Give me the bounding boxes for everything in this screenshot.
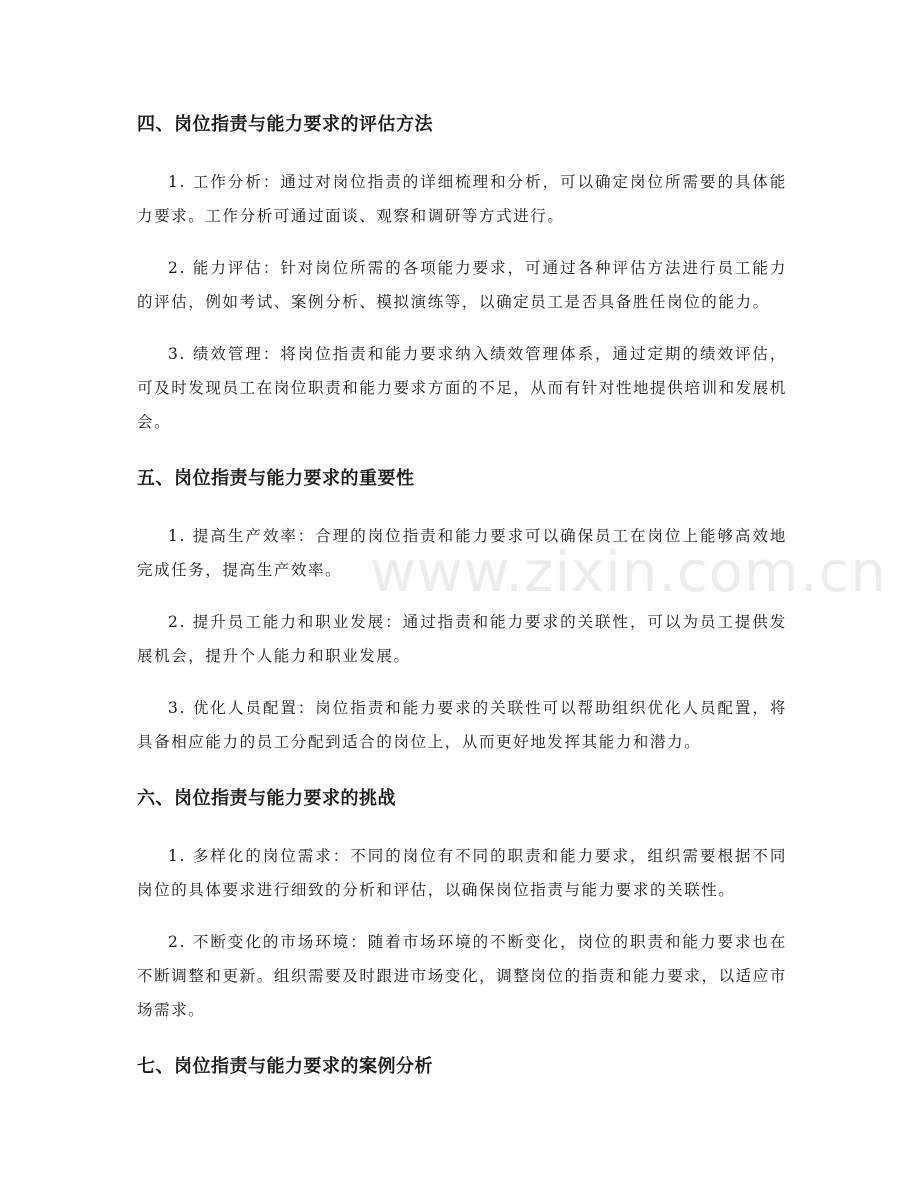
paragraph: 1. 工作分析：通过对岗位指责的详细梳理和分析，可以确定岗位所需要的具体能力要求。工作分析可通过面谈、观察和调研等方式进行。 <box>137 173 787 225</box>
document-body <box>137 105 787 1087</box>
paragraph: 2. 提升员工能力和职业发展：通过指责和能力要求的关联性，可以为员工提供发展机会，提升个人能力和职业发展。 <box>137 613 787 665</box>
paragraph: 3. 绩效管理：将岗位指责和能力要求纳入绩效管理体系，通过定期的绩效评估，可及时发现员工在岗位职责和能力要求方面的不足，从而有针对性地提供培训和发展机会。 <box>137 345 787 431</box>
section-heading: 四、岗位指责与能力要求的评估方法 <box>137 114 433 135</box>
paragraph: 1. 提高生产效率：合理的岗位指责和能力要求可以确保员工在岗位上能够高效地完成任务，提高生产效率。 <box>137 527 787 579</box>
watermark: www.zixin.com.cn <box>370 540 887 605</box>
paragraph: 2. 不断变化的市场环境：随着市场环境的不断变化，岗位的职责和能力要求也在不断调整和更新。组织需要及时跟进市场变化，调整岗位的指责和能力要求，以适应市场需求。 <box>137 933 787 1019</box>
paragraph: 3. 优化人员配置：岗位指责和能力要求的关联性可以帮助组织优化人员配置，将具备相应能力的员工分配到适合的岗位上，从而更好地发挥其能力和潜力。 <box>137 699 787 751</box>
section-heading: 五、岗位指责与能力要求的重要性 <box>137 468 415 489</box>
section-heading: 七、岗位指责与能力要求的案例分析 <box>137 1056 433 1077</box>
paragraph: 1. 多样化的岗位需求：不同的岗位有不同的职责和能力要求，组织需要根据不同岗位的具体要求进行细致的分析和评估，以确保岗位指责与能力要求的关联性。 <box>137 847 787 899</box>
section-heading: 六、岗位指责与能力要求的挑战 <box>137 788 396 809</box>
paragraph: 2. 能力评估：针对岗位所需的各项能力要求，可通过各种评估方法进行员工能力的评估，例如考试、案例分析、模拟演练等，以确定员工是否具备胜任岗位的能力。 <box>137 259 787 311</box>
